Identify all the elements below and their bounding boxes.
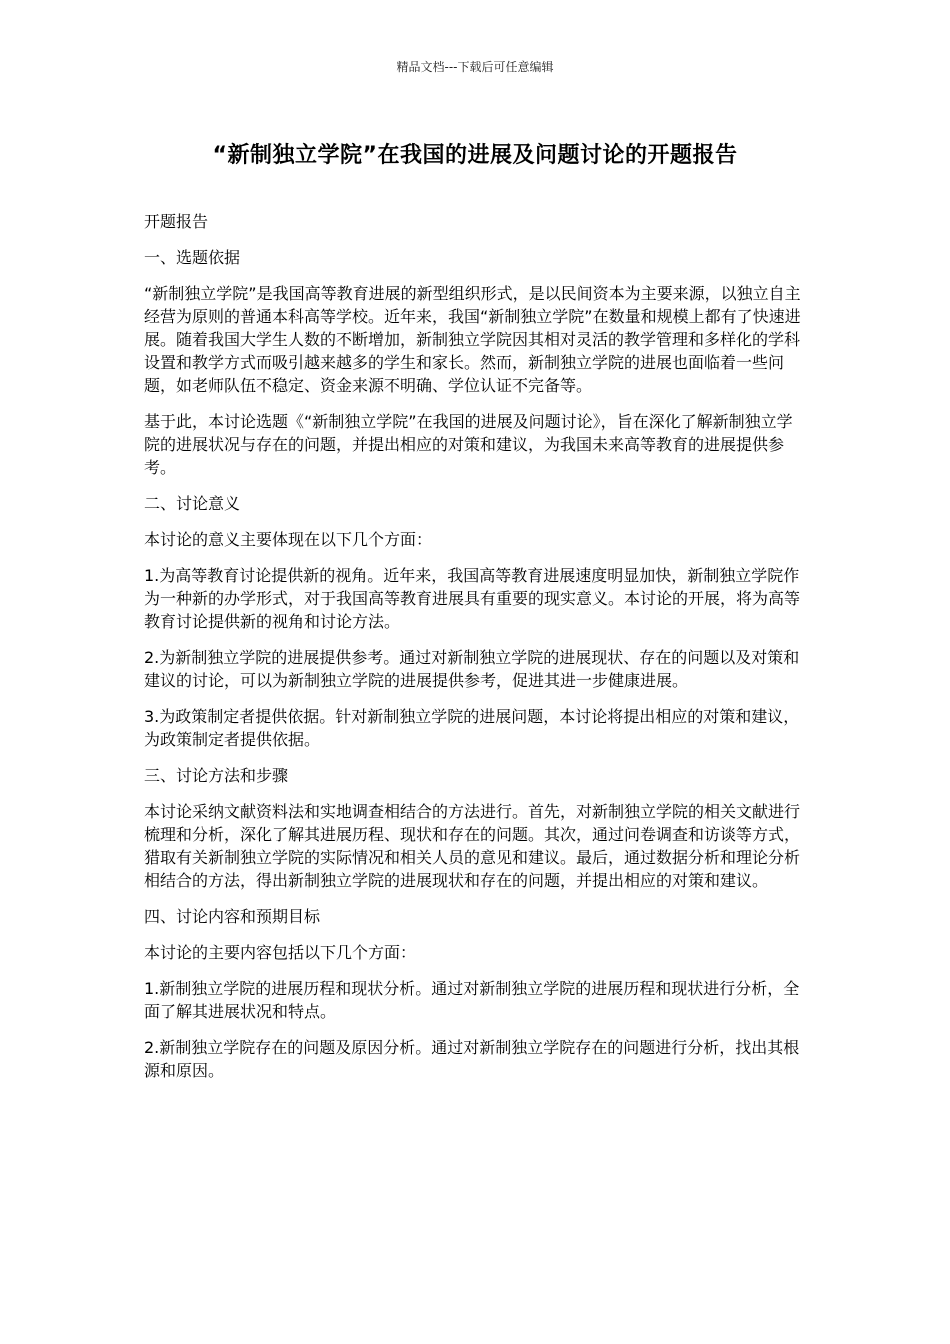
- paragraph: “新制独立学院”是我国高等教育进展的新型组织形式，是以民间资本为主要来源，以独立自主经营为原则的普通本科高等学校。近年来，我国“新制独立学院”在数量和规模上都有了快速进展。随着我国大学生人数的不断增加，新制独立学院因其相对灵活的教学管理和多样化的学科设置和教学方式而吸引越来越多的学生和家长。然而，新制独立学院的进展也面临着一些问题，如老师队伍不稳定、资金来源不明确、学位认证不完备等。: [144, 284, 801, 395]
- list-item: 1.新制独立学院的进展历程和现状分析。通过对新制独立学院的进展历程和现状进行分析，全面了解其进展状况和特点。: [144, 979, 800, 1021]
- section-heading-content: 四、讨论内容和预期目标: [144, 907, 321, 926]
- paragraph: 本讨论的意义主要体现在以下几个方面：: [144, 530, 433, 549]
- list-item: 2.新制独立学院存在的问题及原因分析。通过对新制独立学院存在的问题进行分析，找出其根源和原因。: [144, 1038, 800, 1080]
- list-item: 2.为新制独立学院的进展提供参考。通过对新制独立学院的进展现状、存在的问题以及对策和建议的讨论，可以为新制独立学院的进展提供参考，促进其进一步健康进展。: [144, 648, 800, 690]
- paragraph: 基于此，本讨论选题《“新制独立学院”在我国的进展及问题讨论》，旨在深化了解新制独立学院的进展状况与存在的问题，并提出相应的对策和建议，为我国未来高等教育的进展提供参考。: [144, 412, 793, 477]
- watermark-text: 精品文档---下载后可任意编辑: [396, 60, 554, 74]
- paragraph: 本讨论采纳文献资料法和实地调查相结合的方法进行。首先，对新制独立学院的相关文献进行梳理和分析，深化了解其进展历程、现状和存在的问题。其次，通过问卷调查和访谈等方式，猎取有关新制独立学院的实际情况和相关人员的意见和建议。最后，通过数据分析和理论分析相结合的方法，得出新制独立学院的进展现状和存在的问题，并提出相应的对策和建议。: [144, 802, 801, 890]
- report-label: 开题报告: [144, 212, 209, 231]
- document-body: [144, 210, 806, 1095]
- section-heading-methods: 三、讨论方法和步骤: [144, 766, 289, 785]
- paragraph: 本讨论的主要内容包括以下几个方面：: [144, 943, 417, 962]
- list-item: 3.为政策制定者提供依据。针对新制独立学院的进展问题，本讨论将提出相应的对策和建议，为政策制定者提供依据。: [144, 707, 800, 749]
- section-heading-basis: 一、选题依据: [144, 248, 241, 267]
- section-heading-significance: 二、讨论意义: [144, 494, 241, 513]
- document-title: “新制独立学院”在我国的进展及问题讨论的开题报告: [212, 143, 738, 168]
- list-item: 1.为高等教育讨论提供新的视角。近年来，我国高等教育进展速度明显加快，新制独立学院作为一种新的办学形式，对于我国高等教育进展具有重要的现实意义。本讨论的开展，将为高等教育讨论提供新的视角和讨论方法。: [144, 566, 801, 631]
